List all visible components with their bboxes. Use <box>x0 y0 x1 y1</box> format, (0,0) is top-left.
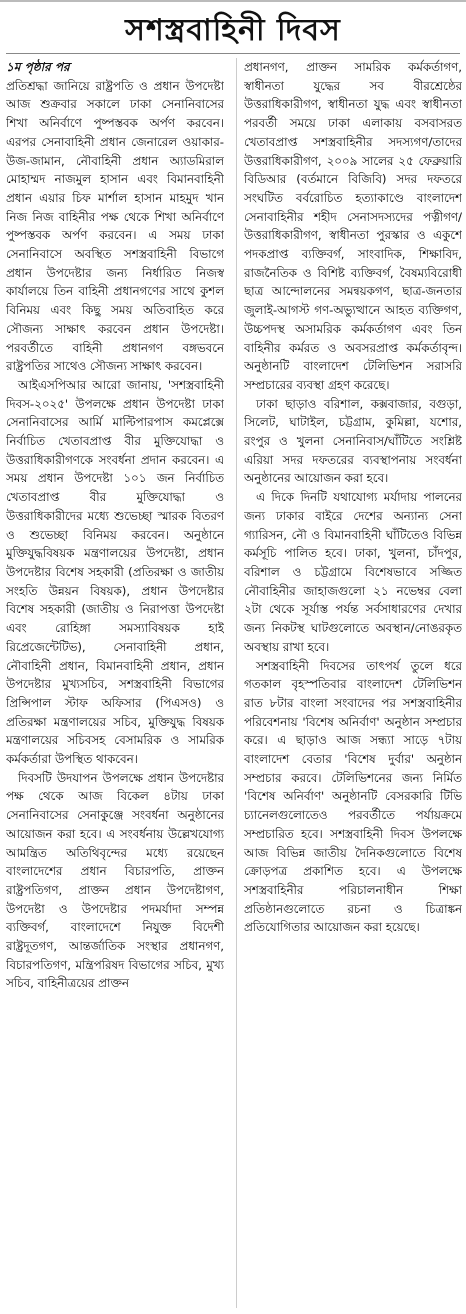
right-paragraph-2: ঢাকা ছাড়াও বরিশাল, কক্সবাজার, বগুড়া, সিলেট, ঘাটাইল, চট্টগ্রাম, কুমিল্লা, যশোর, রংপুর ও খুলনা সেনানিবাস/ঘাঁটিতে সংশ্লিষ্ট এরিয়া সদর দফতরের ব্যবস্থাপনায় সংবর্ধনা অনুষ্ঠানের আয়োজন করা হবে। <box>244 396 462 486</box>
left-column <box>6 58 224 1308</box>
right-paragraph-4: সশস্ত্রবাহিনী দিবসের তাৎপর্য তুলে ধরে গতকাল বৃহস্পতিবার বাংলাদেশ টেলিভিশন রাত ৮টার বাংলা সংবাদের পর সশস্ত্রবাহিনীর পরিবেশনায় 'বিশেষ অনির্বাণ' অনুষ্ঠান সম্প্রচার করে। এ ছাড়াও আজ সন্ধ্যা সাড়ে ৭টায় বাংলাদেশ বেতার 'বিশেষ দুর্বার' অনুষ্ঠান সম্প্রচার করবে। টেলিভিশনের জন্য নির্মিত 'বিশেষ অনির্বাণ' অনুষ্ঠানটি বেসরকারি টিভি চ্যানেলগুলোতেও পরবর্তীতে পর্যায়ক্রমে সম্প্রচারিত হবে। সশস্ত্রবাহিনী দিবস উপলক্ষে আজ বিভিন্ন জাতীয় দৈনিকগুলোতে বিশেষ ক্রোড়পত্র প্রকাশিত হবে। এ উপলক্ষে সশস্ত্রবাহিনীর পরিচালনাধীন শিক্ষা প্রতিষ্ঠানগুলোতে রচনা ও চিত্রাঙ্কন প্রতিযোগিতার আয়োজন করা হয়েছে। <box>244 658 462 935</box>
right-paragraph-3: এ দিকে দিনটি যথাযোগ্য মর্যাদায় পালনের জন্য ঢাকার বাইরে দেশের অন্যান্য সেনা গ্যারিসন, নৌ ও বিমানবাহিনী ঘাঁটিতেও বিভিন্ন কর্মসূচি পালিত হবে। ঢাকা, খুলনা, চাঁদপুর, বরিশাল ও চট্টগ্রামে বিশেষভাবে সজ্জিত নৌবাহিনীর জাহাজগুলো ২১ নভেম্বর বেলা ২টা থেকে সূর্যাস্ত পর্যন্ত সর্বসাধারণের দেখার জন্য নিকটস্থ ঘাটগুলোতে অবস্থান/নোঙরকৃত অবস্থায় রাখা হবে। <box>244 490 462 654</box>
right-paragraph-1: প্রধানগণ, প্রাক্তন সামরিক কর্মকর্তাগণ, স্বাধীনতা যুদ্ধের সব বীরশ্রেষ্ঠের উত্তরাধিকারীগণ, স্বাধীনতা যুদ্ধ এবং স্বাধীনতা পরবর্তী সময়ে ঢাকা এলাকায় বসবাসরত খেতাবপ্রাপ্ত সশস্ত্রবাহিনীর সদস্যগণ/তাদের উত্তরাধিকারীগণ, ২০০৯ সালের ২৫ ফেব্রুয়ারি বিডিআর (বর্তমানে বিজিবি) সদর দফতরে সংঘটিত বর্বরোচিত হত্যাকাণ্ডে বাংলাদেশ সেনাবাহিনীর শহীদ সেনাসদস্যদের পত্নীগণ/উত্তরাধিকারীগণ, স্বাধীনতা পুরস্কার ও একুশে পদকপ্রাপ্ত ব্যক্তিবর্গ, সাংবাদিক, শিক্ষাবিদ, রাজনৈতিক ও বিশিষ্ট ব্যক্তিবর্গ, বৈষম্যবিরোধী ছাত্র আন্দোলনের সমন্বয়কগণ, ছাত্র-জনতার জুলাই-আগস্ট গণ-অভ্যুত্থানে আহত ব্যক্তিগণ, উচ্চপদস্থ অসামরিক কর্মকর্তাগণ এবং তিন বাহিনীর কর্মরত ও অবসরপ্রাপ্ত কর্মকর্তাবৃন্দ। অনুষ্ঠানটি বাংলাদেশ টেলিভিশন সরাসরি সম্প্রচারের ব্যবস্থা গ্রহণ করেছে। <box>244 60 462 392</box>
page-reference: ১ম পৃষ্ঠার পর <box>6 60 70 74</box>
article-headline: সশস্ত্রবাহিনী দিবস <box>125 13 341 48</box>
left-paragraph-2: আইএসপিআর আরো জানায়, 'সশস্ত্রবাহিনী দিবস-২০২৫' উপলক্ষে প্রধান উপদেষ্টা ঢাকা সেনানিবাসের আর্মি মাল্টিপারপাস কমপ্লেক্সে নির্বাচিত খেতাবপ্রাপ্ত বীর মুক্তিযোদ্ধা ও উত্তরাধিকারীগণকে সংবর্ধনা প্রদান করবেন। এ সময় প্রধান উপদেষ্টা ১০১ জন নির্বাচিত খেতাবপ্রাপ্ত বীর মুক্তিযোদ্ধা ও উত্তরাধিকারীদের মধ্যে শুভেচ্ছা স্মারক বিতরণ ও শুভেচ্ছা বিনিময় করবেন। অনুষ্ঠানে মুক্তিযুদ্ধবিষয়ক মন্ত্রণালয়ের উপদেষ্টা, প্রধান উপদেষ্টার বিশেষ সহকারী (প্রতিরক্ষা ও জাতীয় সংহতি উন্নয়ন বিষয়ক), প্রধান উপদেষ্টার বিশেষ সহকারী (জাতীয় ও নিরাপত্তা উপদেষ্টা এবং রোহিঙ্গা সমস্যাবিষয়ক হাই রিপ্রেজেন্টেটিভ), সেনাবাহিনী প্রধান, নৌবাহিনী প্রধান, বিমানবাহিনী প্রধান, প্রধান উপদেষ্টার মুখ্যসচিব, সশস্ত্রবাহিনী বিভাগের প্রিন্সিপাল স্টাফ অফিসার (পিএসও) ও প্রতিরক্ষা মন্ত্রণালয়ের সচিব, মুক্তিযুদ্ধ বিষয়ক মন্ত্রণালয়ের সচিবসহ বেসামরিক ও সামরিক কর্মকর্তারা উপস্থিত থাকবেন। <box>6 377 224 767</box>
column-separator <box>236 58 237 1308</box>
headline-rule <box>6 53 460 54</box>
left-paragraph-3: দিবসটি উদযাপন উপলক্ষে প্রধান উপদেষ্টার পক্ষ থেকে আজ বিকেল ৪টায় ঢাকা সেনানিবাসের সেনাকুঞ্জে সংবর্ধনা অনুষ্ঠানের আয়োজন করা হবে। এ সংবর্ধনায় উল্লেখযোগ্য আমন্ত্রিত অতিথিবৃন্দের মধ্যে রয়েছেন বাংলাদেশের প্রধান বিচারপতি, প্রাক্তন রাষ্ট্রপতিগণ, প্রাক্তন প্রধান উপদেষ্টাগণ, উপদেষ্টা ও উপদেষ্টার পদমর্যাদা সম্পন্ন ব্যক্তিবর্গ, বাংলাদেশে নিযুক্ত বিদেশী রাষ্ট্রদূতগণ, আন্তর্জাতিক সংস্থার প্রধানগণ, বিচারপতিগণ, মন্ত্রিপরিষদ বিভাগের সচিব, মুখ্য সচিব, বাহিনীত্রয়ের প্রাক্তন <box>6 770 224 991</box>
left-paragraph-1: প্রতিশ্রদ্ধা জানিয়ে রাষ্ট্রপতি ও প্রধান উপদেষ্টা আজ শুক্রবার সকালে ঢাকা সেনানিবাসের শিখা অনির্বাণে পুষ্পস্তবক অর্পণ করবেন। এরপর সেনাবাহিনী প্রধান জেনারেল ওয়াকার-উজ-জামান, নৌবাহিনী প্রধান অ্যাডমিরাল মোহাম্মদ নাজমুল হাসান এবং বিমানবাহিনী প্রধান এয়ার চিফ মার্শাল হাসান মাহমুদ খান নিজ নিজ বাহিনীর পক্ষ থেকে শিখা অনির্বাণে পুষ্পস্তবক অর্পণ করবেন। এ সময় ঢাকা সেনানিবাসে অবস্থিত সশস্ত্রবাহিনী বিভাগে প্রধান উপদেষ্টার জন্য নির্ধারিত নিজস্ব কার্যালয়ে তিন বাহিনী প্রধানগণের সাথে কুশল বিনিময় এবং কিছু সময় অতিবাহিত করে সৌজন্য সাক্ষাৎ করবেন প্রধান উপদেষ্টা। পরবর্তীতে বাহিনী প্রধানগণ বঙ্গভবনে রাষ্ট্রপতির সাথেও সৌজন্য সাক্ষাৎ করবেন। <box>6 78 224 374</box>
right-column <box>244 58 462 1308</box>
top-border-line <box>0 0 466 2</box>
